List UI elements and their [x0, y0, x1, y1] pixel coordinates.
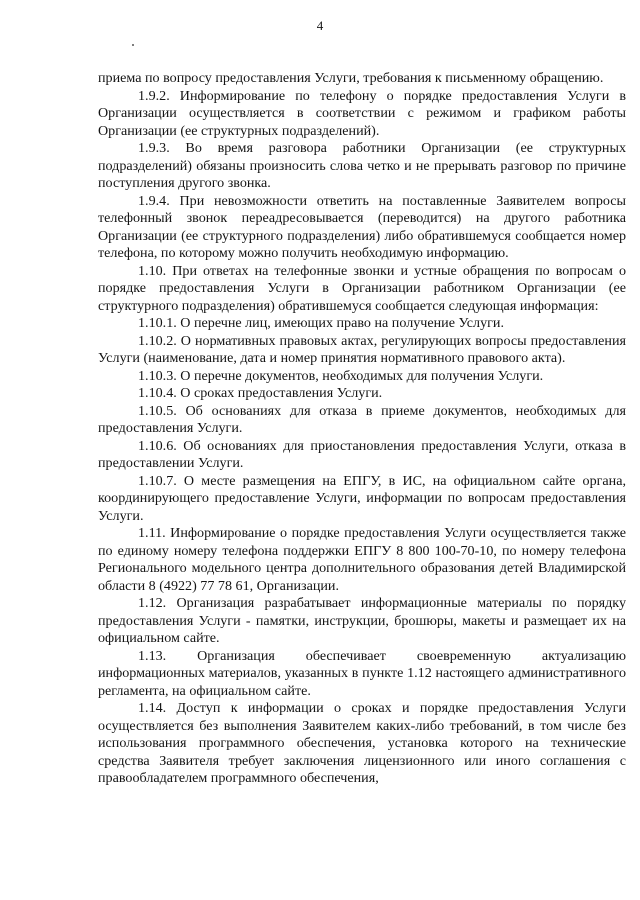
paragraph-continuation: приема по вопросу предоставления Услуги, требования к письменному обращению.	[98, 70, 604, 86]
paragraph-1-10-7: 1.10.7. О месте размещения на ЕПГУ, в ИС, на официальном сайте органа, координирующего предоставление Услуги, информации по вопросам предоставления Услуги.	[98, 472, 626, 524]
paragraph-1-10-3: 1.10.3. О перечне документов, необходимых для получения Услуги.	[138, 367, 544, 384]
document-body	[98, 70, 626, 788]
paragraph-1-9-4: 1.9.4. При невозможности ответить на поставленные Заявителем вопросы телефонный звонок переадресовывается (переводится) на другого работника Организации (ее структурного подразделения) либо обратившемуся сообщается номер телефона, по которому можно получить необходимую информацию.	[98, 192, 626, 261]
paragraph-1-14: 1.14. Доступ к информации о сроках и порядке предоставления Услуги осуществляется без выполнения Заявителем каких-либо требований, в том числе без использования программного обеспечения, установка которого на технические средства Заявителя требует заключения лицензионного или иного соглашения с правообладателем программного обеспечения,	[98, 700, 626, 786]
paragraph-1-10-5: 1.10.5. Об основаниях для отказа в приеме документов, необходимых для предоставления Услуги.	[98, 402, 626, 436]
paragraph-1-10-2: 1.10.2. О нормативных правовых актах, регулирующих вопросы предоставления Услуги (наименование, дата и номер принятия нормативного правового акта).	[98, 332, 626, 366]
paragraph-1-10-1: 1.10.1. О перечне лиц, имеющих право на получение Услуги.	[138, 315, 504, 331]
paragraph-1-10-4: 1.10.4. О сроках предоставления Услуги.	[138, 385, 383, 401]
paragraph-1-13: 1.13. Организация обеспечивает своевременную актуализацию информационных материалов, указанных в пункте 1.12 настоящего административного регламента, на официальном сайте.	[98, 647, 626, 699]
paragraph-1-9-2: 1.9.2. Информирование по телефону о порядке предоставления Услуги в Организации осуществляется в соответствии с режимом и графиком работы Организации (ее структурных подразделений).	[98, 87, 626, 139]
paragraph-1-10-6: 1.10.6. Об основаниях для приостановления предоставления Услуги, отказа в предоставлении Услуги.	[98, 437, 626, 471]
paragraph-1-11: 1.11. Информирование о порядке предоставления Услуги осуществляется также по единому номеру телефона поддержки ЕПГУ 8 800 100-70-10, по номеру телефона Регионального модельного центра дополнительного образования детей Владимирской области 8 (4922) 77 78 61, Организации.	[98, 525, 626, 594]
paragraph-1-10: 1.10. При ответах на телефонные звонки и устные обращения по вопросам о порядке предоставления Услуги в Организации работником Организации (ее структурного подразделения) обратившемуся сообщается следующая информация:	[98, 262, 626, 314]
paragraph-1-9-3: 1.9.3. Во время разговора работники Организации (ее структурных подразделений) обязаны произносить слова четко и не прерывать разговор по причине поступления другого звонка.	[98, 140, 626, 191]
paragraph-1-12: 1.12. Организация разрабатывает информационные материалы по порядку предоставления Услуги - памятки, инструкции, брошюры, макеты и размещает их на официальном сайте.	[98, 595, 626, 646]
page-number: 4	[316, 18, 324, 33]
scan-speck	[132, 44, 134, 46]
